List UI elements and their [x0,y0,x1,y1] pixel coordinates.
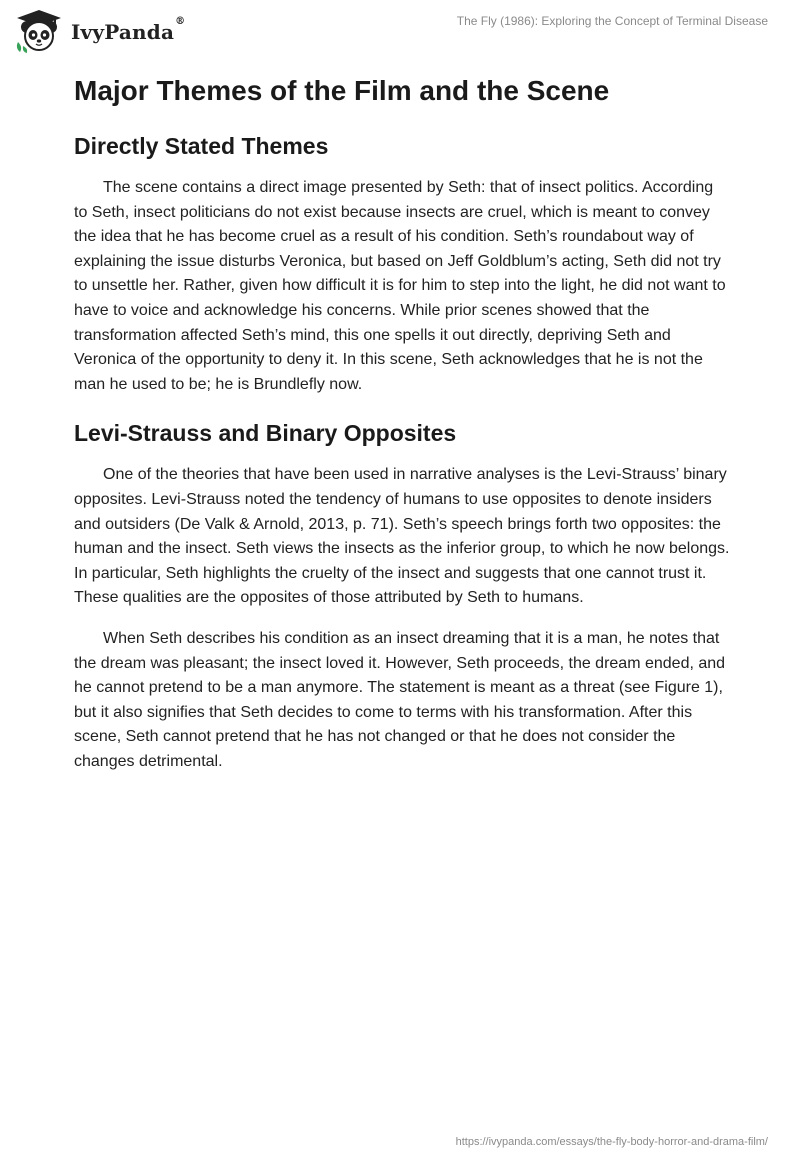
ivypanda-logo[interactable] [14,8,185,54]
page-header [0,0,800,60]
article-body [74,72,730,790]
document-title: The Fly (1986): Exploring the Concept of Terminal Disease [456,14,768,28]
section-heading-levi-strauss: Levi-Strauss and Binary Opposites [74,420,457,447]
panda-graduation-cap-icon [14,8,64,54]
registered-mark: ® [175,16,186,27]
paragraph: One of the theories that have been used in narrative analyses is the Levi-Strauss’ binary opposites. Levi-Strauss noted the tendency of humans to use opposites to denote insiders and outsiders (De Valk & Arnold, 2013, p. 71). Seth’s speech brings forth two opposites: the human and the insect. Seth views the insects as the inferior group, to which he now belongs. In particular, Seth highlights the cruelty of the insect and suggests that one cannot trust it. These qualities are the opposites of those attributed by Seth to humans. [74,466,730,607]
brand-name: IvyPanda® [71,16,186,44]
section-heading-directly-stated-themes: Directly Stated Themes [74,133,329,159]
paragraph: When Seth describes his condition as an insect dreaming that it is a man, he notes that the dream was pleasant; the insect loved it. However, Seth proceeds, the dream ended, and he cannot pretend to be a man anymore. The statement is meant as a threat (see Figure 1), but it also signifies that Seth decides to come to terms with his transformation. After this scene, Seth cannot pretend that he has not changed or that he does not consider the changes detrimental. [74,629,726,770]
paragraph: The scene contains a direct image presented by Seth: that of insect politics. According to Seth, insect politicians do not exist because insects are cruel, which is meant to convey the idea that he has become cruel as a result of his condition. Seth’s roundabout way of explaining the issue disturbs Veronica, but based on Jeff Goldblum’s acting, Seth did not try to unsettle her. Rather, given how difficult it is for him to step into the light, he did not want to have to voice and acknowledge his concerns. While prior scenes showed that the transformation affected Seth’s mind, this one spells it out directly, depriving Seth and Veronica of the opportunity to deny it. In this scene, Seth acknowledges that he is not the man he used to be; he is Brundlefly now. [74,179,726,393]
article-title: Major Themes of the Film and the Scene [74,75,610,106]
source-url[interactable]: https://ivypanda.com/essays/the-fly-body-horror-and-drama-film/ [455,1136,768,1148]
